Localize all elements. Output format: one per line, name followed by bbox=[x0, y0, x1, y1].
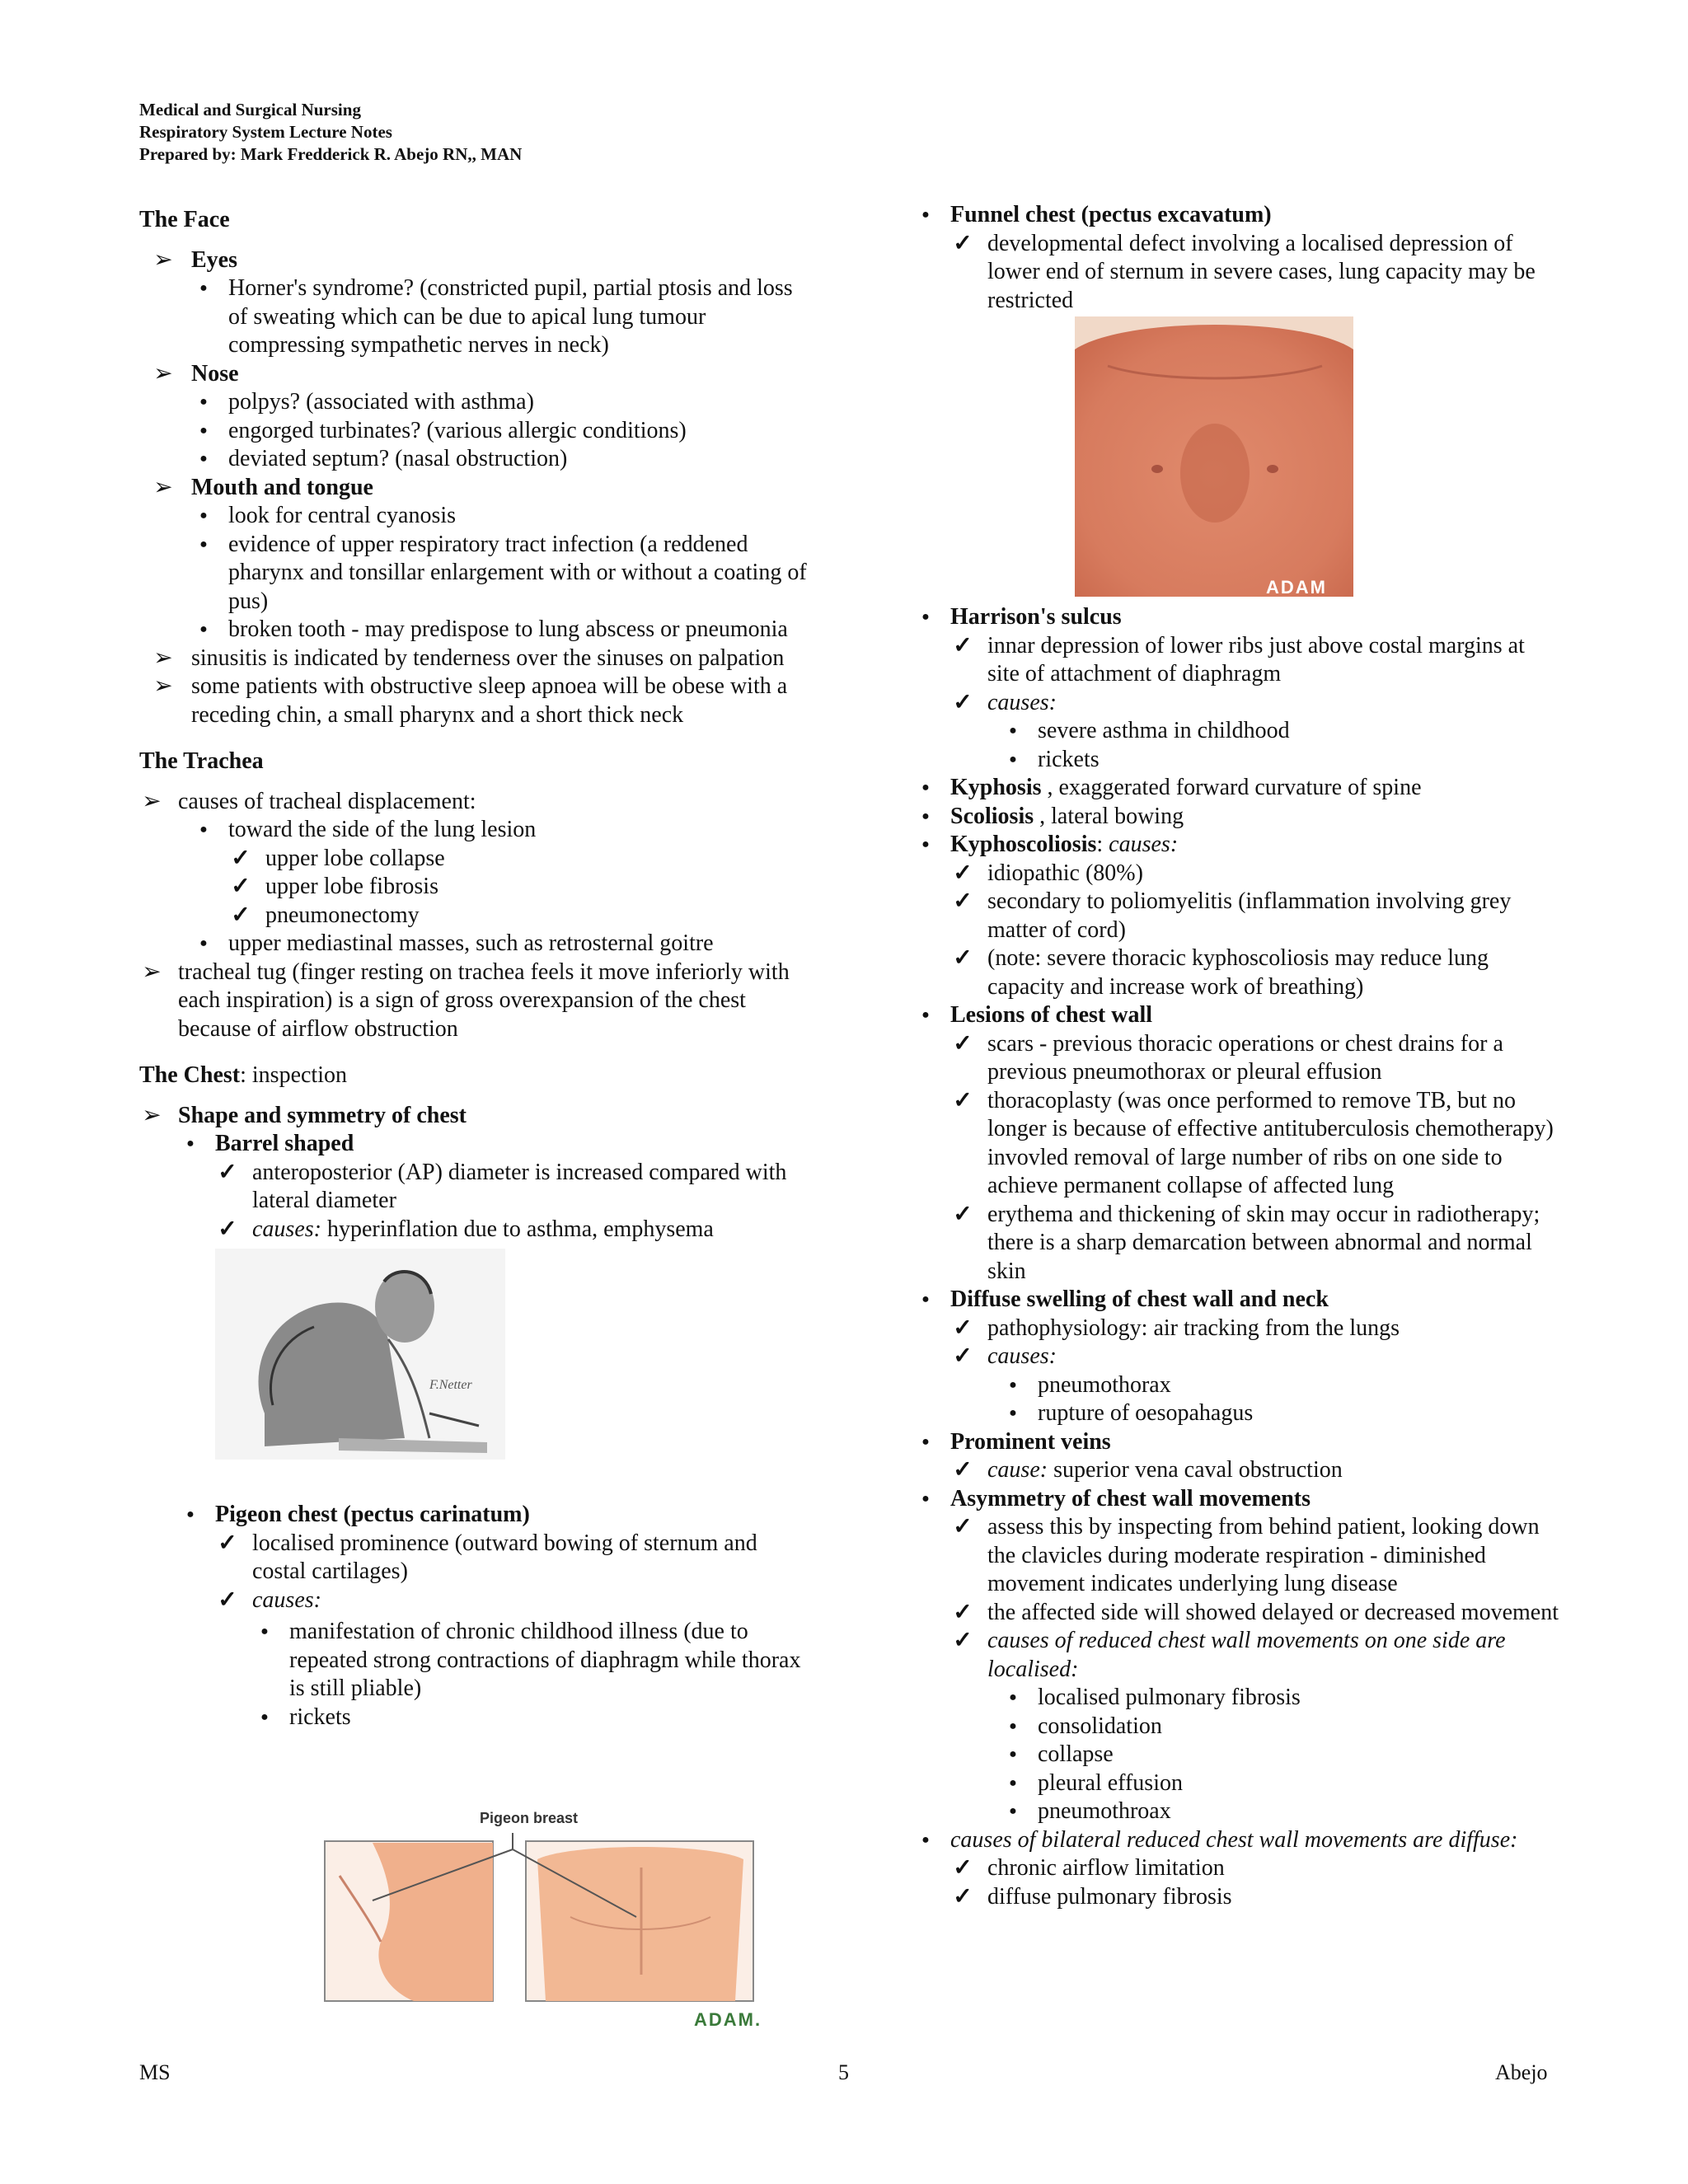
barrel-list bbox=[215, 1159, 807, 1244]
list-item-text: collapse bbox=[1038, 1741, 1114, 1767]
arrow-bullet-icon bbox=[151, 246, 176, 275]
checkmark-icon bbox=[215, 1530, 240, 1558]
bullet-icon bbox=[913, 1428, 938, 1460]
bullet-icon bbox=[1001, 1769, 1025, 1802]
checkmark-icon bbox=[950, 1087, 975, 1116]
bullet-icon bbox=[913, 774, 938, 806]
list-item-text: evidence of upper respiratory tract infection (a reddened pharynx and tonsillar enlargement with or without a coating of pus) bbox=[228, 531, 807, 614]
checkmark-icon bbox=[950, 230, 975, 259]
list-item bbox=[913, 1286, 1561, 1428]
list-item bbox=[139, 958, 807, 1044]
list-item-text: localised pulmonary fibrosis bbox=[1038, 1685, 1301, 1710]
checkmark-icon bbox=[950, 632, 975, 661]
bullet-icon bbox=[913, 201, 938, 233]
lesions-label: Lesions of chest wall bbox=[950, 1002, 1152, 1028]
list-item bbox=[191, 616, 807, 644]
left-column bbox=[139, 201, 807, 1732]
bullet-icon bbox=[191, 616, 216, 648]
list-item-text: anteroposterior (AP) diameter is increased compared with lateral diameter bbox=[252, 1159, 787, 1213]
pigeon-label: Pigeon chest (pectus carinatum) bbox=[215, 1502, 530, 1527]
checkmark-icon bbox=[950, 1599, 975, 1628]
bullet-icon bbox=[913, 1826, 938, 1858]
bullet-icon bbox=[252, 1704, 277, 1736]
arrow-bullet-icon bbox=[151, 644, 176, 673]
causes-label: causes: bbox=[987, 689, 1057, 715]
list-item bbox=[950, 230, 1561, 316]
list-item-text: thoracoplasty (was once performed to remove TB, but no longer is because of effective antituberculosis chemotherapy) invovled removal of large number of ribs on one side to achieve permanent collapse of affected lung bbox=[987, 1087, 1554, 1198]
bullet-icon bbox=[191, 816, 216, 848]
footer-right: Abejo bbox=[1495, 2060, 1548, 2084]
checkmark-icon bbox=[950, 1627, 975, 1656]
bullet-icon bbox=[913, 603, 938, 635]
list-item bbox=[913, 1485, 1561, 1826]
funnel-chest-illustration bbox=[1075, 316, 1353, 597]
list-item bbox=[950, 632, 1561, 689]
list-item-text: pleural effusion bbox=[1038, 1769, 1183, 1796]
list-item bbox=[950, 1854, 1561, 1883]
bullet-icon bbox=[1001, 1684, 1025, 1716]
diffuse-causes-list bbox=[1001, 1371, 1561, 1428]
list-item bbox=[228, 873, 807, 902]
bullet-icon bbox=[191, 930, 216, 962]
list-item-text: diffuse pulmonary fibrosis bbox=[987, 1883, 1232, 1910]
barrel-chest-image bbox=[215, 1249, 505, 1460]
list-item bbox=[191, 816, 807, 930]
checkmark-icon bbox=[950, 1315, 975, 1343]
nose-label: Nose bbox=[191, 360, 239, 387]
list-item bbox=[950, 1513, 1561, 1599]
bullet-icon bbox=[1001, 1399, 1025, 1432]
adam-logo: ADAM bbox=[1266, 577, 1327, 597]
list-item-text: Horner's syndrome? (constricted pupil, partial ptosis and loss of sweating which can be due to apical lung tumour compressing sympathetic nerves in neck) bbox=[228, 275, 793, 358]
chest-subtitle: : inspection bbox=[240, 1062, 347, 1088]
pigeon-chest-image bbox=[323, 1810, 785, 2032]
kypho-list bbox=[950, 860, 1561, 1002]
harrison-causes-list bbox=[1001, 717, 1561, 774]
diffuse-list bbox=[950, 1315, 1561, 1428]
section-title-face: The Face bbox=[139, 207, 230, 232]
checkmark-icon bbox=[215, 1586, 240, 1615]
list-item-text: tracheal tug (finger resting on trachea feels it move inferiorly with each inspiration) is a sign of gross overexpansion of the chest because of airflow obstruction bbox=[178, 958, 790, 1042]
list-item-text: secondary to poliomyelitis (inflammation involving grey matter of cord) bbox=[987, 888, 1512, 943]
checkmark-icon bbox=[950, 888, 975, 916]
list-item bbox=[950, 1201, 1561, 1286]
list-item bbox=[191, 930, 807, 958]
list-item bbox=[950, 1030, 1561, 1087]
list-item bbox=[913, 803, 1561, 832]
list-item bbox=[950, 888, 1561, 944]
barrel-chest-illustration bbox=[215, 1249, 505, 1460]
causes-label: cause: bbox=[987, 1457, 1048, 1483]
list-item-text: (note: severe thoracic kyphoscoliosis may reduce lung capacity and increase work of breathing) bbox=[987, 945, 1489, 1000]
causes-label: causes: bbox=[252, 1216, 321, 1242]
bullet-icon bbox=[1001, 1741, 1025, 1773]
list-item-text: rickets bbox=[1038, 746, 1100, 772]
bilateral-label: causes of bilateral reduced chest wall movements are diffuse: bbox=[950, 1826, 1518, 1853]
list-item bbox=[1001, 1769, 1561, 1798]
pigeon-causes-list bbox=[252, 1618, 807, 1732]
checkmark-icon bbox=[228, 873, 253, 902]
list-item bbox=[191, 445, 807, 474]
list-item bbox=[139, 360, 807, 474]
list-item bbox=[191, 417, 807, 446]
list-item-text: toward the side of the lung lesion bbox=[228, 817, 537, 842]
checkmark-icon bbox=[950, 1883, 975, 1912]
list-item bbox=[1001, 746, 1561, 775]
bullet-icon bbox=[1001, 1371, 1025, 1404]
kyphoscoliosis-label: Kyphoscoliosis bbox=[950, 832, 1097, 857]
shape-list bbox=[178, 1130, 807, 1732]
list-item bbox=[228, 845, 807, 874]
checkmark-icon bbox=[215, 1216, 240, 1244]
list-item-text: scars - previous thoracic operations or chest drains for a previous pneumothorax or pleural effusion bbox=[987, 1030, 1503, 1085]
list-item bbox=[139, 1102, 807, 1732]
list-item-text: engorged turbinates? (various allergic conditions) bbox=[228, 417, 687, 443]
nose-list bbox=[191, 388, 807, 474]
bullet-icon bbox=[1001, 1713, 1025, 1745]
page-number: 5 bbox=[838, 2060, 849, 2084]
list-item-text: deviated septum? (nasal obstruction) bbox=[228, 446, 568, 471]
lesions-list bbox=[950, 1030, 1561, 1286]
list-item-text: assess this by inspecting from behind patient, looking down the clavicles during moderate respiration - diminished movement indicates underlying lung disease bbox=[987, 1514, 1540, 1596]
mouth-list bbox=[191, 502, 807, 644]
list-item bbox=[913, 774, 1561, 803]
list-item bbox=[950, 860, 1561, 888]
list-item-text: idiopathic (80%) bbox=[987, 860, 1143, 886]
bullet-icon bbox=[191, 388, 216, 420]
chest-list bbox=[139, 1102, 807, 1732]
checkmark-icon bbox=[950, 944, 975, 973]
arrow-bullet-icon bbox=[139, 788, 164, 817]
list-item bbox=[1001, 1797, 1561, 1826]
list-item bbox=[215, 1586, 807, 1732]
list-item bbox=[228, 902, 807, 930]
document-header bbox=[139, 99, 881, 166]
bullet-icon bbox=[1001, 1797, 1025, 1830]
header-course: Medical and Surgical Nursing bbox=[139, 100, 361, 120]
bullet-icon bbox=[913, 1001, 938, 1033]
bullet-icon bbox=[191, 445, 216, 477]
barrel-label: Barrel shaped bbox=[215, 1131, 354, 1156]
bullet-icon bbox=[191, 502, 216, 534]
list-item-text: rickets bbox=[289, 1704, 351, 1730]
checkmark-icon bbox=[215, 1159, 240, 1188]
bullet-icon bbox=[1001, 717, 1025, 749]
svg-text:F.Netter: F.Netter bbox=[429, 1378, 472, 1392]
list-item-text: upper mediastinal masses, such as retrosternal goitre bbox=[228, 930, 714, 956]
list-item-text: upper lobe fibrosis bbox=[265, 874, 438, 899]
pigeon-list bbox=[215, 1530, 807, 1732]
list-item bbox=[913, 1428, 1561, 1485]
list-item-text: sinusitis is indicated by tenderness over the sinuses on palpation bbox=[191, 644, 785, 671]
list-item bbox=[1001, 1713, 1561, 1741]
footer-left: MS bbox=[139, 2060, 171, 2084]
list-item bbox=[139, 644, 807, 673]
list-item bbox=[252, 1704, 807, 1732]
list-item bbox=[950, 1883, 1561, 1912]
list-item-text: erythema and thickening of skin may occur in radiotherapy; there is a sharp demarcation between abnormal and normal skin bbox=[987, 1201, 1540, 1284]
list-item bbox=[913, 603, 1561, 774]
list-item bbox=[252, 1618, 807, 1704]
eyes-label: Eyes bbox=[191, 246, 237, 273]
list-item-text: polpys? (associated with asthma) bbox=[228, 389, 534, 415]
list-item-text: pathophysiology: air tracking from the lungs bbox=[987, 1315, 1400, 1341]
list-item bbox=[913, 831, 1561, 1001]
list-item bbox=[1001, 717, 1561, 746]
checkmark-icon bbox=[950, 860, 975, 888]
list-item-text: chronic airflow limitation bbox=[987, 1855, 1225, 1881]
list-item bbox=[178, 1501, 807, 1732]
list-item bbox=[950, 1627, 1561, 1826]
funnel-list bbox=[950, 230, 1561, 316]
list-item-text: , lateral bowing bbox=[1034, 803, 1184, 829]
bullet-icon bbox=[1001, 746, 1025, 778]
trachea-list bbox=[139, 788, 807, 1044]
list-item-text: , exaggerated forward curvature of spine bbox=[1041, 775, 1422, 800]
checkmark-icon bbox=[950, 1030, 975, 1059]
bullet-icon bbox=[191, 417, 216, 449]
list-item-text: superior vena caval obstruction bbox=[1048, 1457, 1343, 1483]
list-item-text: upper lobe collapse bbox=[265, 845, 445, 871]
list-item-text: : bbox=[1096, 832, 1109, 857]
list-item bbox=[913, 201, 1561, 597]
list-item bbox=[191, 388, 807, 417]
list-item bbox=[1001, 1371, 1561, 1400]
causes-label: causes: bbox=[987, 1343, 1057, 1369]
arrow-bullet-icon bbox=[151, 673, 176, 701]
shape-label: Shape and symmetry of chest bbox=[178, 1102, 467, 1128]
eyes-list bbox=[191, 274, 807, 360]
list-item-text: developmental defect involving a localised depression of lower end of sternum in severe cases, lung capacity may be restricted bbox=[987, 230, 1536, 313]
bullet-icon bbox=[913, 1286, 938, 1318]
list-item-text: rupture of oesopahagus bbox=[1038, 1400, 1254, 1426]
list-item bbox=[178, 1130, 807, 1460]
list-item-text: pneumothorax bbox=[1038, 1371, 1171, 1398]
pigeon-chest-illustration bbox=[323, 1810, 785, 2032]
bullet-icon bbox=[191, 531, 216, 563]
list-item bbox=[950, 689, 1561, 775]
checkmark-icon bbox=[950, 1201, 975, 1230]
arrow-bullet-icon bbox=[139, 958, 164, 987]
arrow-bullet-icon bbox=[151, 474, 176, 503]
bilateral-list bbox=[950, 1854, 1561, 1911]
trachea-causes-list bbox=[191, 816, 807, 958]
chest-title: The Chest bbox=[139, 1062, 241, 1088]
bullet-icon bbox=[913, 803, 938, 835]
asymmetry-label: Asymmetry of chest wall movements bbox=[950, 1485, 1311, 1511]
list-item-text: hyperinflation due to asthma, emphysema bbox=[321, 1216, 714, 1242]
list-item-text: pneumonectomy bbox=[265, 902, 420, 928]
pigeon-caption: Pigeon breast bbox=[480, 1810, 579, 1826]
checkmark-icon bbox=[950, 1343, 975, 1371]
list-item bbox=[913, 1001, 1561, 1286]
list-item bbox=[139, 474, 807, 644]
arrow-bullet-icon bbox=[139, 1102, 164, 1131]
face-list bbox=[139, 246, 807, 730]
causes-label: causes: bbox=[252, 1586, 321, 1613]
bullet-icon bbox=[913, 831, 938, 863]
header-author: Prepared by: Mark Fredderick R. Abejo RN,, MAN bbox=[139, 144, 523, 164]
list-item bbox=[191, 531, 807, 616]
list-item bbox=[950, 1343, 1561, 1428]
list-item-text: consolidation bbox=[1038, 1713, 1162, 1739]
list-item-text: some patients with obstructive sleep apnoea will be obese with a receding chin, a small pharynx and a short thick neck bbox=[191, 673, 788, 728]
checkmark-icon bbox=[950, 1854, 975, 1883]
causes-label: causes: bbox=[1109, 832, 1179, 857]
bullet-icon bbox=[178, 1501, 203, 1533]
section-title-chest bbox=[139, 1062, 807, 1090]
header-topic: Respiratory System Lecture Notes bbox=[139, 122, 392, 142]
list-item bbox=[950, 1456, 1561, 1485]
arrow-bullet-icon bbox=[151, 360, 176, 389]
right-list bbox=[913, 201, 1561, 1911]
checkmark-icon bbox=[950, 689, 975, 718]
list-item bbox=[913, 1826, 1561, 1912]
mouth-label: Mouth and tongue bbox=[191, 474, 373, 500]
checkmark-icon bbox=[228, 902, 253, 930]
list-item-text: innar depression of lower ribs just above costal margins at site of attachment of diaphragm bbox=[987, 632, 1525, 687]
bullet-icon bbox=[913, 1485, 938, 1517]
bullet-icon bbox=[191, 274, 216, 307]
list-item-text: localised prominence (outward bowing of sternum and costal cartilages) bbox=[252, 1530, 757, 1584]
list-item bbox=[139, 246, 807, 360]
toward-list bbox=[228, 845, 807, 930]
right-column bbox=[910, 201, 1561, 1911]
list-item bbox=[215, 1530, 807, 1586]
veins-list bbox=[950, 1456, 1561, 1485]
list-item bbox=[139, 673, 807, 729]
checkmark-icon bbox=[228, 845, 253, 874]
list-item-text: manifestation of chronic childhood illness (due to repeated strong contractions of diaphragm while thorax is still pliable) bbox=[289, 1619, 801, 1701]
list-item bbox=[1001, 1741, 1561, 1769]
list-item-text: the affected side will showed delayed or decreased movement bbox=[987, 1599, 1559, 1625]
adam-logo: ADAM. bbox=[694, 2009, 762, 2030]
kyphosis-label: Kyphosis bbox=[950, 775, 1042, 800]
list-item-text: look for central cyanosis bbox=[228, 503, 457, 528]
list-item bbox=[950, 944, 1561, 1001]
list-item bbox=[191, 274, 807, 360]
list-item-text: causes of tracheal displacement: bbox=[178, 788, 476, 814]
list-item bbox=[950, 1599, 1561, 1628]
diffuse-label: Diffuse swelling of chest wall and neck bbox=[950, 1286, 1329, 1312]
list-item bbox=[1001, 1684, 1561, 1713]
bullet-icon bbox=[252, 1618, 277, 1650]
causes-label: causes of reduced chest wall movements on one side are localised: bbox=[987, 1628, 1506, 1682]
funnel-label: Funnel chest (pectus excavatum) bbox=[950, 202, 1272, 227]
list-item-text: broken tooth - may predispose to lung abscess or pneumonia bbox=[228, 616, 788, 642]
asymmetry-list bbox=[950, 1513, 1561, 1826]
list-item-text: pneumothroax bbox=[1038, 1798, 1171, 1824]
list-item bbox=[191, 502, 807, 531]
list-item bbox=[215, 1159, 807, 1216]
funnel-chest-image bbox=[1075, 316, 1353, 597]
list-item bbox=[950, 1087, 1561, 1201]
list-item-text: severe asthma in childhood bbox=[1038, 718, 1290, 743]
bullet-icon bbox=[178, 1130, 203, 1162]
checkmark-icon bbox=[950, 1513, 975, 1542]
harrison-label: Harrison's sulcus bbox=[950, 604, 1122, 630]
list-item bbox=[139, 788, 807, 958]
section-title-trachea: The Trachea bbox=[139, 748, 264, 774]
asymmetry-causes-list bbox=[1001, 1684, 1561, 1826]
list-item bbox=[215, 1216, 807, 1244]
scoliosis-label: Scoliosis bbox=[950, 803, 1034, 829]
checkmark-icon bbox=[950, 1456, 975, 1485]
harrison-list bbox=[950, 632, 1561, 775]
list-item bbox=[1001, 1399, 1561, 1428]
veins-label: Prominent veins bbox=[950, 1428, 1111, 1455]
list-item bbox=[950, 1315, 1561, 1343]
